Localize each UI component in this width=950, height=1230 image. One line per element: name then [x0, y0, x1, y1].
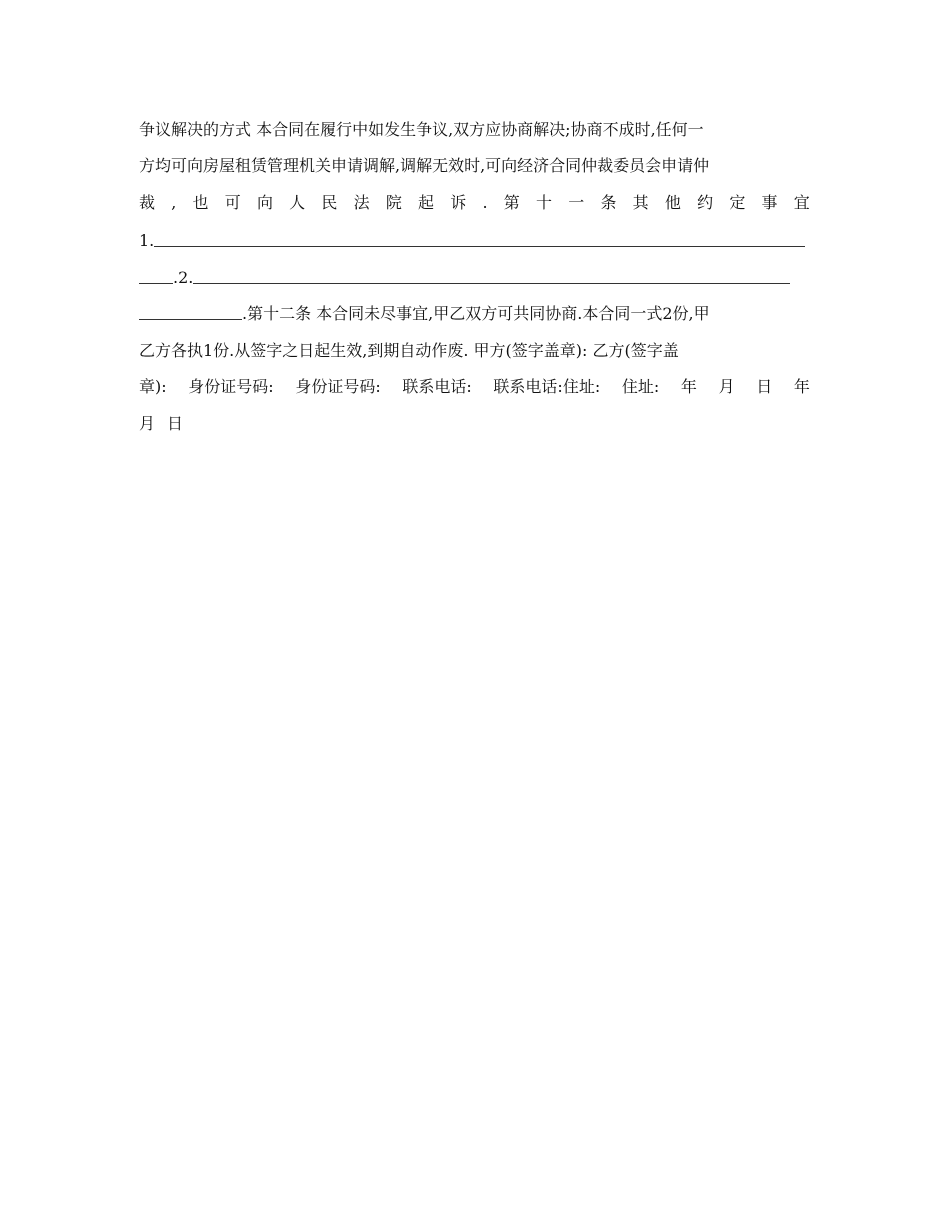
- spaced-char: 宜: [793, 193, 810, 212]
- spaced-char: 人: [289, 193, 306, 212]
- paragraph-line-6: [139, 302, 810, 326]
- signature-field-label: 身份证号码:: [295, 377, 381, 396]
- spaced-char: 定: [729, 193, 746, 212]
- spaced-char: 事: [761, 193, 778, 212]
- date-fields-line: [139, 412, 810, 436]
- spaced-char: 院: [385, 193, 402, 212]
- spaced-char: 约: [697, 193, 714, 212]
- signature-fields-line: [139, 375, 810, 399]
- spaced-char: 也: [192, 193, 209, 212]
- spaced-char: ,: [171, 193, 177, 212]
- article-12-text: .第十二条 本合同未尽事宜,甲乙双方可共同协商.本合同一式2份,甲: [242, 304, 710, 323]
- signature-field-label: 住址:: [621, 377, 660, 396]
- signature-field-label: 年: [793, 377, 810, 396]
- spaced-char: 他: [664, 193, 681, 212]
- paragraph-line-2: 方均可向房屋租赁管理机关申请调解,调解无效时,可向经济合同仲裁委员会申请仲: [139, 156, 710, 175]
- signature-field-label: 月: [718, 377, 735, 396]
- item-1-blank-continued: [139, 266, 173, 284]
- spaced-char: 条: [600, 193, 617, 212]
- signature-field-label: 日: [756, 377, 773, 396]
- spaced-char: 其: [632, 193, 649, 212]
- spaced-char: 法: [353, 193, 370, 212]
- signature-field-label: 年: [680, 377, 697, 396]
- paragraph-line-7: 乙方各执1份.从签字之日起生效,到期自动作废. 甲方(签字盖章): 乙方(签字盖: [139, 341, 679, 360]
- paragraph-line-3: [139, 191, 810, 215]
- item-1-line: [139, 229, 810, 253]
- date-char: 日: [167, 414, 184, 433]
- signature-field-label: 身份证号码:: [188, 377, 274, 396]
- spaced-char: 起: [418, 193, 435, 212]
- item-2-line: [139, 266, 810, 290]
- signature-field-label: 章):: [139, 377, 167, 396]
- spaced-char: 民: [321, 193, 338, 212]
- spaced-char: 向: [256, 193, 273, 212]
- date-char: 月: [139, 414, 156, 433]
- spaced-char: 十: [536, 193, 553, 212]
- spaced-char: 第: [503, 193, 520, 212]
- spaced-char: 诉: [450, 193, 467, 212]
- paragraph-line-1: 争议解决的方式 本合同在履行中如发生争议,双方应协商解决;协商不成时,任何一: [139, 120, 704, 139]
- spaced-char: 裁: [139, 193, 156, 212]
- item-2-blank-continued: [139, 302, 242, 320]
- item-2-label: .2.: [173, 268, 194, 287]
- spaced-char: 可: [224, 193, 241, 212]
- item-1-label: 1.: [139, 231, 155, 250]
- spaced-char: 一: [568, 193, 585, 212]
- item-2-blank: [193, 266, 790, 284]
- item-1-blank: [154, 229, 805, 247]
- signature-field-label: 联系电话:: [402, 377, 472, 396]
- signature-field-label: 联系电话:住址:: [493, 377, 601, 396]
- spaced-char: .: [482, 193, 488, 212]
